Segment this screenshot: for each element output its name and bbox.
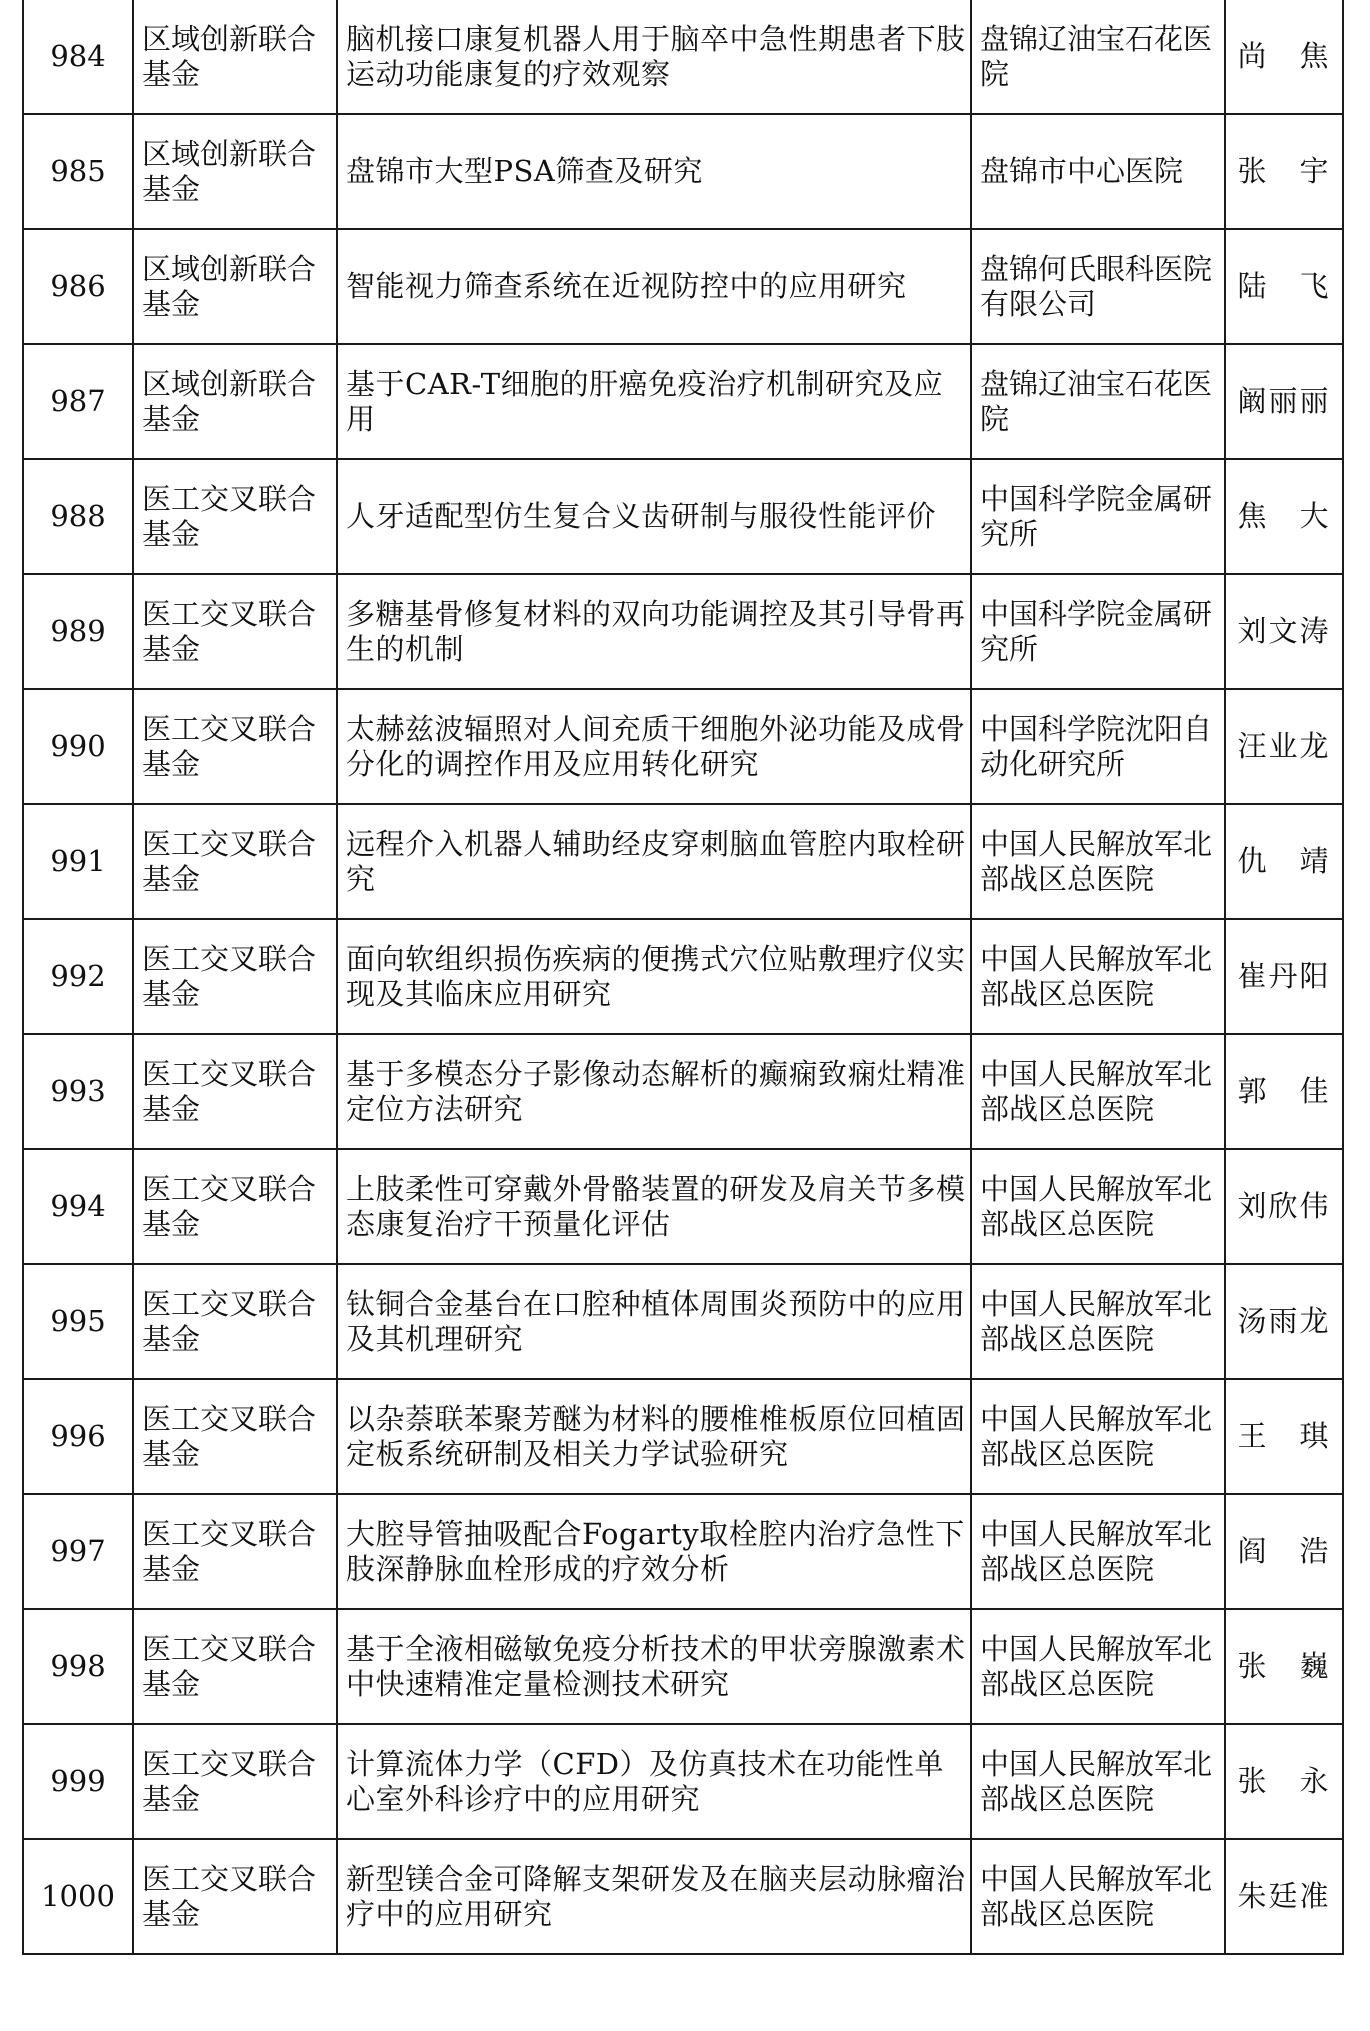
project-title-text: 远程介入机器人辅助经皮穿刺脑血管腔内取栓研究 bbox=[346, 826, 966, 896]
institution-cell bbox=[971, 1494, 1225, 1609]
principal-investigator-cell bbox=[1225, 229, 1343, 344]
fund-type-cell bbox=[133, 804, 337, 919]
principal-investigator-cell bbox=[1225, 804, 1343, 919]
principal-investigator-cell bbox=[1225, 1264, 1343, 1379]
fund-type-text: 区域创新联合基金 bbox=[142, 21, 317, 91]
row-number-cell bbox=[23, 1264, 133, 1379]
principal-investigator-cell bbox=[1225, 1034, 1343, 1149]
fund-type-cell bbox=[133, 0, 337, 114]
principal-investigator-text: 张 宇 bbox=[1237, 154, 1331, 188]
principal-investigator-text: 阚丽丽 bbox=[1237, 384, 1331, 418]
fund-type-cell bbox=[133, 1609, 337, 1724]
principal-investigator-text: 焦 大 bbox=[1237, 499, 1331, 533]
principal-investigator-text: 张 巍 bbox=[1237, 1649, 1331, 1683]
institution-text: 中国人民解放军北部战区总医院 bbox=[980, 1746, 1213, 1816]
fund-type-cell bbox=[133, 1379, 337, 1494]
institution-text: 中国人民解放军北部战区总医院 bbox=[980, 1171, 1213, 1241]
principal-investigator-cell bbox=[1225, 1839, 1343, 1954]
institution-text: 中国人民解放军北部战区总医院 bbox=[980, 826, 1213, 896]
table-row bbox=[23, 1034, 1343, 1149]
row-number-cell bbox=[23, 1839, 133, 1954]
institution-cell bbox=[971, 1034, 1225, 1149]
fund-type-cell bbox=[133, 344, 337, 459]
project-title-text: 计算流体力学（CFD）及仿真技术在功能性单心室外科诊疗中的应用研究 bbox=[346, 1746, 945, 1816]
project-table-body bbox=[23, 0, 1343, 1954]
principal-investigator-cell bbox=[1225, 0, 1343, 114]
project-title-cell bbox=[337, 0, 971, 114]
institution-cell bbox=[971, 919, 1225, 1034]
row-number-cell bbox=[23, 344, 133, 459]
fund-type-text: 医工交叉联合基金 bbox=[142, 596, 317, 666]
table-row bbox=[23, 229, 1343, 344]
institution-cell bbox=[971, 1379, 1225, 1494]
table-row bbox=[23, 1379, 1343, 1494]
row-number-text: 992 bbox=[50, 959, 106, 993]
project-table bbox=[22, 0, 1344, 1955]
table-row bbox=[23, 1494, 1343, 1609]
principal-investigator-cell bbox=[1225, 919, 1343, 1034]
principal-investigator-cell bbox=[1225, 574, 1343, 689]
table-row bbox=[23, 0, 1343, 114]
principal-investigator-text: 郭 佳 bbox=[1237, 1074, 1331, 1108]
row-number-text: 991 bbox=[50, 844, 106, 878]
fund-type-cell bbox=[133, 1839, 337, 1954]
row-number-cell bbox=[23, 1379, 133, 1494]
table-row bbox=[23, 1149, 1343, 1264]
fund-type-text: 医工交叉联合基金 bbox=[142, 1746, 317, 1816]
project-title-text: 以杂萘联苯聚芳醚为材料的腰椎椎板原位回植固定板系统研制及相关力学试验研究 bbox=[346, 1401, 966, 1471]
table-row bbox=[23, 804, 1343, 919]
principal-investigator-cell bbox=[1225, 1379, 1343, 1494]
fund-type-text: 医工交叉联合基金 bbox=[142, 1401, 317, 1471]
row-number-text: 993 bbox=[50, 1074, 106, 1108]
fund-type-text: 医工交叉联合基金 bbox=[142, 826, 317, 896]
table-row bbox=[23, 344, 1343, 459]
project-title-text: 盘锦市大型PSA筛查及研究 bbox=[346, 154, 703, 188]
row-number-text: 990 bbox=[50, 729, 106, 763]
institution-cell bbox=[971, 689, 1225, 804]
table-row bbox=[23, 1609, 1343, 1724]
fund-type-cell bbox=[133, 114, 337, 229]
project-title-text: 大腔导管抽吸配合Fogarty取栓腔内治疗急性下肢深静脉血栓形成的疗效分析 bbox=[346, 1516, 965, 1586]
institution-cell bbox=[971, 1264, 1225, 1379]
institution-text: 盘锦辽油宝石花医院 bbox=[980, 21, 1213, 91]
table-row bbox=[23, 459, 1343, 574]
project-title-text: 上肢柔性可穿戴外骨骼装置的研发及肩关节多模态康复治疗干预量化评估 bbox=[346, 1171, 966, 1241]
principal-investigator-text: 陆 飞 bbox=[1237, 269, 1331, 303]
project-title-cell bbox=[337, 1264, 971, 1379]
fund-type-cell bbox=[133, 1494, 337, 1609]
principal-investigator-text: 崔丹阳 bbox=[1237, 959, 1331, 993]
row-number-text: 999 bbox=[50, 1764, 106, 1798]
row-number-text: 984 bbox=[50, 39, 106, 73]
project-title-cell bbox=[337, 344, 971, 459]
project-title-cell bbox=[337, 1379, 971, 1494]
table-row bbox=[23, 1724, 1343, 1839]
institution-text: 中国科学院金属研究所 bbox=[980, 481, 1213, 551]
row-number-cell bbox=[23, 1724, 133, 1839]
institution-text: 中国人民解放军北部战区总医院 bbox=[980, 1056, 1213, 1126]
principal-investigator-cell bbox=[1225, 344, 1343, 459]
row-number-text: 985 bbox=[50, 154, 106, 188]
principal-investigator-text: 朱廷准 bbox=[1237, 1879, 1331, 1913]
project-title-text: 面向软组织损伤疾病的便携式穴位贴敷理疗仪实现及其临床应用研究 bbox=[346, 941, 966, 1011]
fund-type-text: 医工交叉联合基金 bbox=[142, 1171, 317, 1241]
institution-cell bbox=[971, 114, 1225, 229]
row-number-cell bbox=[23, 1494, 133, 1609]
institution-cell bbox=[971, 344, 1225, 459]
row-number-text: 997 bbox=[50, 1534, 106, 1568]
fund-type-text: 医工交叉联合基金 bbox=[142, 1631, 317, 1701]
principal-investigator-text: 张 永 bbox=[1237, 1764, 1331, 1798]
row-number-cell bbox=[23, 804, 133, 919]
principal-investigator-cell bbox=[1225, 689, 1343, 804]
institution-cell bbox=[971, 1609, 1225, 1724]
institution-text: 盘锦何氏眼科医院有限公司 bbox=[980, 251, 1213, 321]
row-number-cell bbox=[23, 689, 133, 804]
project-title-text: 人牙适配型仿生复合义齿研制与服役性能评价 bbox=[346, 499, 937, 533]
institution-text: 中国人民解放军北部战区总医院 bbox=[980, 1286, 1213, 1356]
project-title-cell bbox=[337, 689, 971, 804]
row-number-cell bbox=[23, 919, 133, 1034]
principal-investigator-cell bbox=[1225, 459, 1343, 574]
institution-cell bbox=[971, 804, 1225, 919]
project-title-cell bbox=[337, 1724, 971, 1839]
project-title-cell bbox=[337, 1839, 971, 1954]
fund-type-cell bbox=[133, 574, 337, 689]
fund-type-cell bbox=[133, 919, 337, 1034]
row-number-text: 989 bbox=[50, 614, 106, 648]
project-title-text: 多糖基骨修复材料的双向功能调控及其引导骨再生的机制 bbox=[346, 596, 966, 666]
row-number-cell bbox=[23, 114, 133, 229]
row-number-text: 1000 bbox=[41, 1879, 115, 1913]
principal-investigator-text: 汤雨龙 bbox=[1237, 1304, 1331, 1338]
institution-cell bbox=[971, 229, 1225, 344]
principal-investigator-text: 仇 靖 bbox=[1237, 844, 1331, 878]
principal-investigator-text: 刘文涛 bbox=[1237, 614, 1331, 648]
fund-type-cell bbox=[133, 1034, 337, 1149]
project-title-cell bbox=[337, 1149, 971, 1264]
project-title-cell bbox=[337, 459, 971, 574]
principal-investigator-text: 王 琪 bbox=[1237, 1419, 1331, 1453]
institution-text: 中国科学院金属研究所 bbox=[980, 596, 1213, 666]
row-number-text: 994 bbox=[50, 1189, 106, 1223]
fund-type-text: 医工交叉联合基金 bbox=[142, 1516, 317, 1586]
institution-cell bbox=[971, 1149, 1225, 1264]
institution-cell bbox=[971, 1839, 1225, 1954]
row-number-cell bbox=[23, 0, 133, 114]
fund-type-cell bbox=[133, 1149, 337, 1264]
fund-type-cell bbox=[133, 1264, 337, 1379]
project-title-text: 太赫兹波辐照对人间充质干细胞外泌功能及成骨分化的调控作用及应用转化研究 bbox=[346, 711, 966, 781]
project-title-cell bbox=[337, 229, 971, 344]
project-title-cell bbox=[337, 919, 971, 1034]
institution-text: 中国人民解放军北部战区总医院 bbox=[980, 1861, 1213, 1931]
institution-text: 中国人民解放军北部战区总医院 bbox=[980, 1516, 1213, 1586]
table-row bbox=[23, 574, 1343, 689]
row-number-text: 986 bbox=[50, 269, 106, 303]
institution-text: 中国科学院沈阳自动化研究所 bbox=[980, 711, 1213, 781]
row-number-cell bbox=[23, 1149, 133, 1264]
project-title-cell bbox=[337, 574, 971, 689]
institution-text: 中国人民解放军北部战区总医院 bbox=[980, 1631, 1213, 1701]
table-row bbox=[23, 114, 1343, 229]
fund-type-text: 医工交叉联合基金 bbox=[142, 1286, 317, 1356]
fund-type-text: 医工交叉联合基金 bbox=[142, 481, 317, 551]
row-number-cell bbox=[23, 459, 133, 574]
project-title-text: 钛铜合金基台在口腔种植体周围炎预防中的应用及其机理研究 bbox=[346, 1286, 966, 1356]
row-number-cell bbox=[23, 229, 133, 344]
institution-text: 中国人民解放军北部战区总医院 bbox=[980, 941, 1213, 1011]
project-title-text: 基于CAR-T细胞的肝癌免疫治疗机制研究及应用 bbox=[346, 366, 944, 436]
principal-investigator-text: 刘欣伟 bbox=[1237, 1189, 1331, 1223]
principal-investigator-text: 尚 焦 bbox=[1237, 39, 1331, 73]
fund-type-cell bbox=[133, 689, 337, 804]
row-number-text: 996 bbox=[50, 1419, 106, 1453]
row-number-text: 995 bbox=[50, 1304, 106, 1338]
principal-investigator-text: 阎 浩 bbox=[1237, 1534, 1331, 1568]
institution-cell bbox=[971, 0, 1225, 114]
institution-cell bbox=[971, 1724, 1225, 1839]
principal-investigator-cell bbox=[1225, 1494, 1343, 1609]
principal-investigator-cell bbox=[1225, 1724, 1343, 1839]
table-row bbox=[23, 919, 1343, 1034]
principal-investigator-text: 汪业龙 bbox=[1237, 729, 1331, 763]
fund-type-text: 医工交叉联合基金 bbox=[142, 1861, 317, 1931]
fund-type-cell bbox=[133, 459, 337, 574]
institution-cell bbox=[971, 459, 1225, 574]
fund-type-cell bbox=[133, 1724, 337, 1839]
project-title-cell bbox=[337, 1609, 971, 1724]
row-number-text: 988 bbox=[50, 499, 106, 533]
project-title-text: 新型镁合金可降解支架研发及在脑夹层动脉瘤治疗中的应用研究 bbox=[346, 1861, 966, 1931]
principal-investigator-cell bbox=[1225, 114, 1343, 229]
table-row bbox=[23, 1264, 1343, 1379]
row-number-text: 987 bbox=[50, 384, 106, 418]
project-title-text: 基于多模态分子影像动态解析的癫痫致痫灶精准定位方法研究 bbox=[346, 1056, 966, 1126]
fund-type-text: 医工交叉联合基金 bbox=[142, 711, 317, 781]
row-number-cell bbox=[23, 1034, 133, 1149]
row-number-text: 998 bbox=[50, 1649, 106, 1683]
fund-type-text: 区域创新联合基金 bbox=[142, 366, 317, 436]
table-row bbox=[23, 689, 1343, 804]
project-title-cell bbox=[337, 114, 971, 229]
institution-cell bbox=[971, 574, 1225, 689]
fund-type-text: 医工交叉联合基金 bbox=[142, 941, 317, 1011]
project-title-cell bbox=[337, 1494, 971, 1609]
fund-type-text: 区域创新联合基金 bbox=[142, 251, 317, 321]
institution-text: 盘锦市中心医院 bbox=[980, 154, 1184, 188]
institution-text: 中国人民解放军北部战区总医院 bbox=[980, 1401, 1213, 1471]
fund-type-text: 区域创新联合基金 bbox=[142, 136, 317, 206]
principal-investigator-cell bbox=[1225, 1609, 1343, 1724]
fund-type-cell bbox=[133, 229, 337, 344]
fund-type-text: 医工交叉联合基金 bbox=[142, 1056, 317, 1126]
project-title-cell bbox=[337, 1034, 971, 1149]
row-number-cell bbox=[23, 574, 133, 689]
project-title-text: 脑机接口康复机器人用于脑卒中急性期患者下肢运动功能康复的疗效观察 bbox=[346, 21, 966, 91]
institution-text: 盘锦辽油宝石花医院 bbox=[980, 366, 1213, 436]
principal-investigator-cell bbox=[1225, 1149, 1343, 1264]
row-number-cell bbox=[23, 1609, 133, 1724]
project-title-text: 基于全液相磁敏免疫分析技术的甲状旁腺激素术中快速精准定量检测技术研究 bbox=[346, 1631, 966, 1701]
project-title-cell bbox=[337, 804, 971, 919]
table-row bbox=[23, 1839, 1343, 1954]
project-title-text: 智能视力筛查系统在近视防控中的应用研究 bbox=[346, 269, 907, 303]
